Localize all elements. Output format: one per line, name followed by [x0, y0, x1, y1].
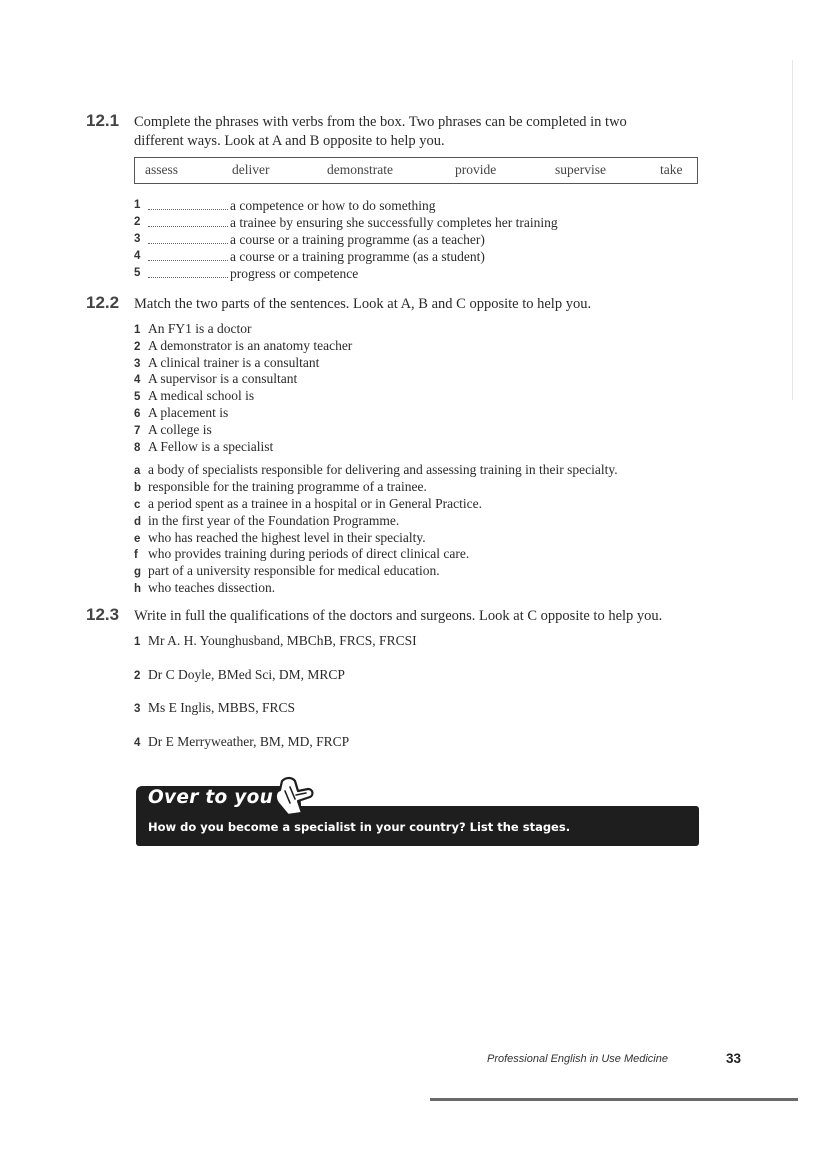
exercise-number: 12.2 [86, 293, 120, 312]
item-text: Dr E Merryweather, BM, MD, FRCP [148, 733, 350, 749]
box-word: demonstrate [327, 162, 393, 177]
list-item [134, 421, 726, 438]
qualification-list [134, 632, 726, 766]
item-text: A medical school is [148, 388, 255, 404]
hand-pointing-icon [268, 773, 318, 819]
item-text: who teaches dissection. [148, 579, 276, 595]
item-number: 2 [134, 340, 141, 353]
list-item [134, 632, 726, 666]
item-text: An FY1 is a doctor [148, 321, 252, 336]
gap-item [134, 214, 726, 231]
item-letter: g [134, 566, 142, 579]
item-letter: c [134, 498, 141, 511]
item-text: A demonstrator is an anatomy teacher [148, 337, 353, 353]
list-item [134, 666, 726, 700]
item-text: who provides training during periods of direct clinical care. [148, 546, 470, 562]
list-item [134, 733, 726, 767]
list-item [134, 461, 726, 478]
item-number: 8 [134, 441, 141, 454]
list-item [134, 562, 726, 579]
list-item [134, 320, 726, 337]
list-item [134, 354, 726, 371]
exercise-number: 12.1 [86, 111, 120, 130]
item-number: 2 [134, 216, 141, 228]
list-item [134, 495, 726, 512]
item-letter: h [134, 582, 142, 595]
answer-blank[interactable] [148, 226, 228, 227]
item-number: 3 [134, 233, 141, 245]
list-item [134, 478, 726, 495]
item-letter: a [134, 465, 141, 478]
item-text: A placement is [148, 404, 229, 420]
item-number: 3 [134, 703, 141, 715]
item-number: 4 [134, 736, 141, 749]
item-text: in the first year of the Foundation Programme. [148, 512, 400, 528]
exercise-number: 12.3 [86, 605, 120, 624]
scan-edge-right [792, 60, 793, 400]
list-item [134, 438, 726, 455]
item-number: 1 [134, 199, 141, 211]
item-number: 1 [134, 636, 141, 648]
item-letter: d [134, 515, 142, 528]
scan-edge-bottom [430, 1098, 798, 1101]
list-item [134, 387, 726, 404]
word-box [134, 157, 698, 184]
gap-item [134, 231, 726, 248]
instruction-line: Match the two parts of the sentences. Look at A, B and C opposite to help you. [134, 296, 592, 312]
box-word: provide [455, 162, 497, 177]
sentence-endings [134, 461, 726, 595]
item-text: a course or a training programme (as a student) [230, 249, 485, 264]
item-number: 6 [134, 407, 141, 420]
list-item [134, 529, 726, 546]
item-text: A supervisor is a consultant [148, 371, 298, 387]
list-item [134, 579, 726, 596]
item-number: 4 [134, 250, 141, 262]
item-number: 4 [134, 374, 141, 387]
item-text: a trainee by ensuring she successfully completes her training [230, 215, 558, 230]
item-text: a competence or how to do something [230, 198, 436, 213]
footer-book-title: Professional English in Use Medicine [487, 1053, 668, 1065]
item-text: who has reached the highest level in their specialty. [148, 529, 426, 545]
list-item [134, 370, 726, 387]
gap-fill-list [134, 197, 726, 282]
item-number: 3 [134, 357, 141, 370]
item-text: A Fellow is a specialist [148, 438, 274, 454]
exercise-12-1 [86, 113, 726, 282]
box-word: supervise [555, 162, 606, 177]
gap-item [134, 197, 726, 214]
instruction-line: Complete the phrases with verbs from the box. Two phrases can be completed in two [134, 114, 627, 130]
answer-blank[interactable] [148, 209, 228, 210]
item-letter: b [134, 482, 142, 495]
sentence-beginnings [134, 320, 726, 454]
list-item [134, 699, 726, 733]
answer-blank[interactable] [148, 277, 228, 278]
instruction-line: different ways. Look at A and B opposite to help you. [134, 133, 445, 149]
item-text: a course or a training programme (as a teacher) [230, 232, 485, 247]
item-text: A clinical trainer is a consultant [148, 354, 320, 370]
answer-blank[interactable] [148, 243, 228, 244]
over-to-you-title: Over to you [148, 787, 274, 808]
item-letter: e [134, 532, 141, 545]
list-item [134, 512, 726, 529]
box-word: assess [145, 162, 178, 177]
item-text: a body of specialists responsible for delivering and assessing training in their specialty. [148, 462, 618, 478]
page-number: 33 [726, 1051, 742, 1066]
box-word: deliver [232, 162, 270, 177]
item-number: 5 [134, 391, 141, 404]
item-text: Ms E Inglis, MBBS, FRCS [148, 700, 296, 715]
item-number: 1 [134, 324, 141, 336]
item-number: 5 [134, 267, 141, 279]
item-text: A college is [148, 421, 212, 437]
gap-item [134, 265, 726, 282]
item-text: Dr C Doyle, BMed Sci, DM, MRCP [148, 666, 345, 682]
gap-item [134, 248, 726, 265]
exercise-12-2 [86, 295, 726, 596]
item-text: progress or competence [230, 266, 359, 281]
item-text: Mr A. H. Younghusband, MBChB, FRCS, FRCSI [148, 633, 417, 648]
instruction-line: Write in full the qualifications of the doctors and surgeons. Look at C opposite to help you. [134, 608, 663, 624]
exercise-12-3 [86, 607, 726, 766]
list-item [134, 337, 726, 354]
box-word: take [660, 162, 683, 177]
item-text: part of a university responsible for medical education. [148, 563, 440, 579]
item-number: 7 [134, 424, 141, 437]
item-letter: f [134, 549, 138, 562]
item-text: responsible for the training programme of a trainee. [148, 479, 427, 495]
item-text: a period spent as a trainee in a hospital or in General Practice. [148, 495, 482, 511]
list-item [134, 545, 726, 562]
item-number: 2 [134, 669, 141, 682]
answer-blank[interactable] [148, 260, 228, 261]
list-item [134, 404, 726, 421]
over-to-you-question: How do you become a specialist in your country? List the stages. [148, 820, 571, 834]
